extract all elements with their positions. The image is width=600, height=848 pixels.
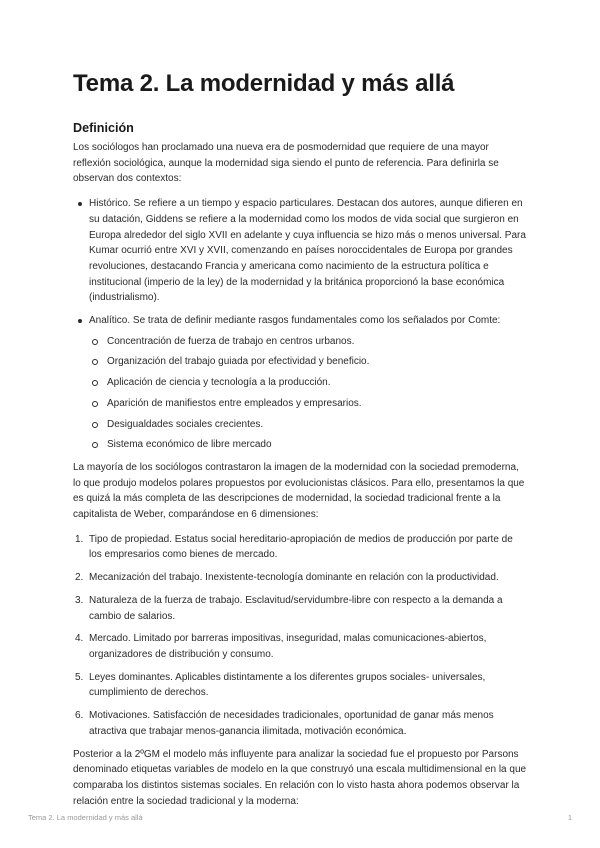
list-item-text: Mercado. Limitado por barreras impositivas, inseguridad, malas comunicaciones-abiertos, organizadores de distribución y consumo. bbox=[89, 633, 487, 660]
list-item: Aplicación de ciencia y tecnología a la producción. bbox=[89, 375, 527, 391]
list-item-text: Leyes dominantes. Aplicables distintamente a los diferentes grupos sociales- universales, cumplimiento de derechos. bbox=[89, 671, 486, 699]
list-item bbox=[73, 670, 527, 701]
traits-list bbox=[89, 334, 527, 453]
page-title: Tema 2. La modernidad y más allá bbox=[73, 70, 455, 97]
list-number: 5. bbox=[75, 671, 84, 683]
list-number: 4. bbox=[75, 633, 84, 645]
list-item-text: Motivaciones. Satisfacción de necesidades tradicionales, oportunidad de ganar más menos atractiva que trabajar menos-ganancia ilimitada, motivación económica. bbox=[89, 710, 494, 737]
contexts-list bbox=[73, 196, 527, 453]
section-heading: Definición bbox=[73, 121, 134, 135]
intro-paragraph: Los sociólogos han proclamado una nueva era de posmodernidad que requiere de una mayor reflexión sociológica, aunque la modernidad siga siendo el punto de referencia. Para definirla se observan dos contextos: bbox=[73, 142, 499, 185]
list-number: 1. bbox=[75, 533, 84, 545]
list-item: Aparición de manifiestos entre empleados y empresarios. bbox=[89, 396, 527, 412]
page-number: 1 bbox=[567, 813, 572, 822]
list-item-text: Tipo de propiedad. Estatus social hereditario-apropiación de medios de producción por parte de los empresarios como bienes de mercado. bbox=[89, 533, 513, 561]
list-item-text: Analítico. Se trata de definir mediante rasgos fundamentales como los señalados por Comte: bbox=[89, 315, 501, 327]
list-item-text: Histórico. Se refiere a un tiempo y espacio particulares. Destacan dos autores, aunque difieren en su datación, Giddens se refiere a la modernidad como los modos de vida social que surgieron en Europa alrededor del siglo XVII en adelante y cuya influencia se hizo más o menos universal. Para Kumar ocurrió entre XVI y XVII, comenzando en países noroccidentales de Europa por grandes revoluciones, destacando Francia y americana como nacimiento de la estructura política e institucional (imperio de la ley) de la modernidad y la británica proporcionó la base económica (industrialismo). bbox=[89, 198, 526, 304]
list-item: Organización del trabajo guiada por efectividad y beneficio. bbox=[89, 354, 527, 370]
mayoria-paragraph: La mayoría de los sociólogos contrastaron la imagen de la modernidad con la sociedad premoderna, lo que produjo modelos polares propuestos por evolucionistas clásicos. Para ello, presentamos la que es quizá la más completa de las descripciones de modernidad, la sociedad tradicional frente a la capitalista de Weber, comparándose en 6 dimensiones: bbox=[73, 461, 525, 521]
list-item-analitico bbox=[73, 313, 527, 453]
dimensions-list bbox=[73, 532, 527, 740]
list-item-text: Naturaleza de la fuerza de trabajo. Esclavitud/servidumbre-libre con respecto a la demanda a cambio de salarios. bbox=[89, 594, 503, 622]
list-number: 3. bbox=[75, 594, 84, 606]
list-item-text: Mecanización del trabajo. Inexistente-tecnología dominante en relación con la productividad. bbox=[89, 572, 499, 584]
list-item bbox=[73, 631, 527, 662]
list-number: 2. bbox=[75, 572, 84, 584]
list-item: Desigualdades sociales crecientes. bbox=[89, 417, 527, 433]
list-item: Sistema económico de libre mercado bbox=[89, 437, 527, 453]
list-number: 6. bbox=[75, 710, 84, 722]
list-item: Concentración de fuerza de trabajo en centros urbanos. bbox=[89, 334, 527, 350]
document-body bbox=[73, 140, 527, 809]
list-item bbox=[73, 708, 527, 739]
list-item bbox=[73, 593, 527, 624]
footer-title: Tema 2. La modernidad y más allá bbox=[28, 813, 143, 822]
posterior-paragraph: Posterior a la 2ºGM el modelo más influyente para analizar la sociedad fue el propuesto por Parsons denominado etiquetas variables de modelo en la que construyó una escala multidimensional en la que comparaba los distintos sistemas sociales. En relación con lo visto hasta ahora podemos observar la relación entre la sociedad tradicional y la moderna: bbox=[73, 748, 527, 807]
list-item bbox=[73, 570, 527, 586]
list-item-historico bbox=[73, 196, 527, 306]
list-item bbox=[73, 532, 527, 563]
